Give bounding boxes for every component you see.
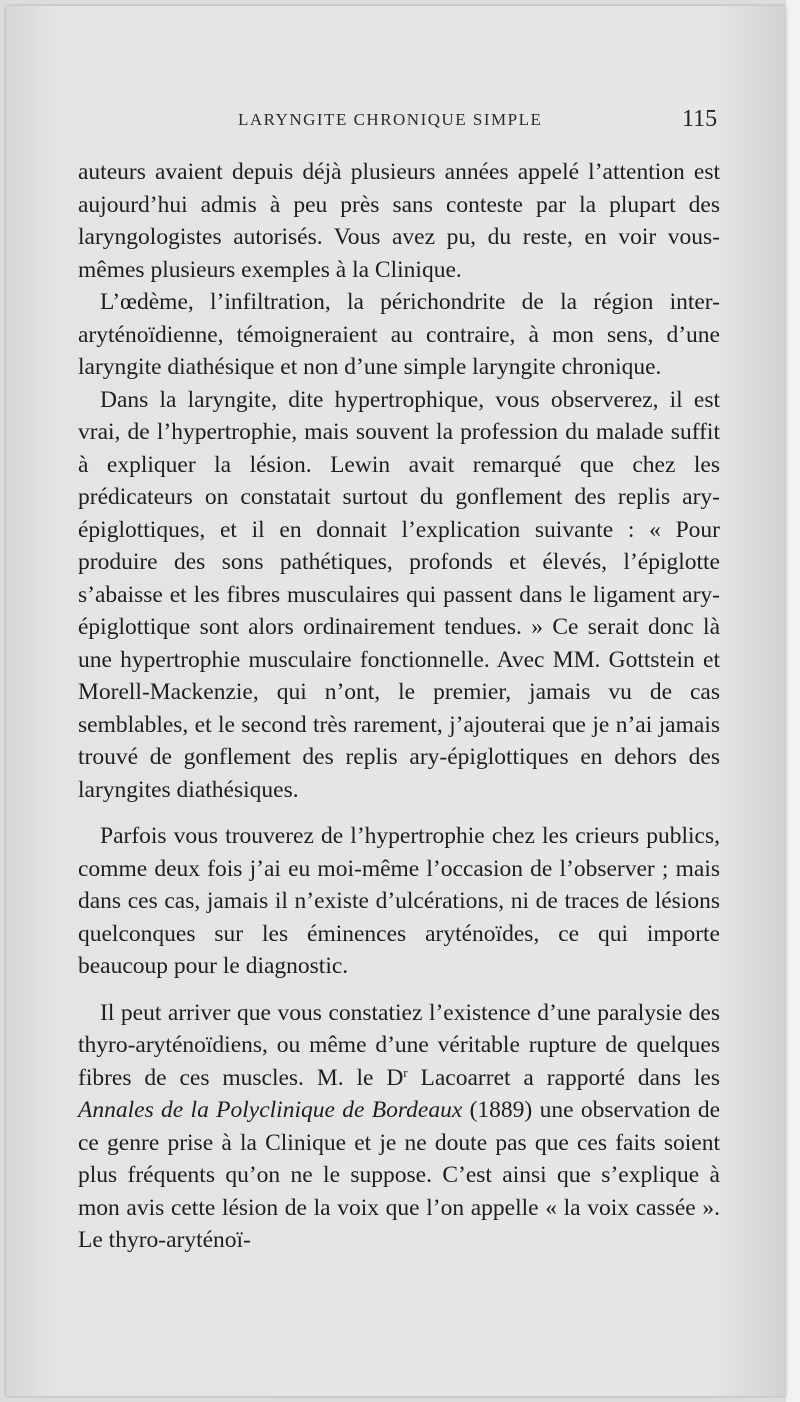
paragraph-1: auteurs avaient depuis déjà plusieurs années appelé l’attention est aujourd’hui admis à peu près sans conteste par la plupart des laryngologistes autorisés. Vous avez pu, du reste, en voir vous-mêmes plusieurs exemples à la Clinique. [78,159,720,283]
paragraph-4: Parfois vous trouverez de l’hypertrophie chez les crieurs publics, comme deux fois j’ai eu moi-même l’occasion de l’observer ; mais dans ces cas, jamais il n’existe d’ulcérations, ni de traces de lésions quelconques sur les éminences aryténoïdes, ce qui importe beaucoup pour le diagnostic. [78,823,720,979]
paragraph-2: L’œdème, l’infiltration, la périchondrite de la région inter-aryténoïdienne, témoigneraient au contraire, à mon sens, d’une laryngite diathésique et non d’une simple laryngite chronique. [78,289,720,380]
body-text [78,156,720,1257]
running-head [6,106,786,136]
paragraph-5-part-b: Lacoarret a rapporté dans les [407,1064,720,1091]
running-title: LARYNGITE CHRONIQUE SIMPLE [238,110,543,129]
paragraph-5-part-a: Il peut arriver que vous constatiez l’existence d’une paralysie des thyro-aryténoïdiens, ou même d’une véritable rupture de quelques fibres de ces muscles. M. le D [78,999,720,1091]
page-number: 115 [682,106,718,132]
paragraph-5 [78,997,720,1257]
paragraph-3: Dans la laryngite, dite hypertrophique, vous observerez, il est vrai, de l’hypertrophie, mais souvent la profession du malade suffit à expliquer la lésion. Lewin avait remarqué que chez les prédicateurs on constatait surtout du gonflement des replis ary-épiglottiques, et il en donnait l’explication suivante : « Pour produire des sons pathétiques, profonds et élevés, l’épiglotte s’abaisse et les fibres musculaires qui passent dans le ligament ary-épiglottique sont alors ordinairement tendues. » Ce serait donc là une hypertrophie musculaire fonctionnelle. Avec MM. Gottstein et Morell-Mackenzie, qui n’ont, le premier, jamais vu de cas semblables, et le second très rarement, j’ajouterai que je n’ai jamais trouvé de gonflement des replis ary-épiglottiques en dehors des laryngites diathésiques. [78,386,720,803]
journal-title-italic: Annales de la Polyclinique de Bordeaux [78,1097,463,1123]
paragraph-5-part-c: (1889) une observation de ce genre prise à la Clinique et je ne doute pas que ces faits soient plus fréquents qu’on ne le suppose. C’est ainsi que s’explique à mon avis cette lésion de la voix que l’on appelle « la voix cassée ». Le thyro-aryténoï- [78,1097,720,1253]
doctor-abbrev-superscript: r [403,1064,408,1080]
book-page [6,6,786,1396]
scan-margin [786,0,800,1402]
